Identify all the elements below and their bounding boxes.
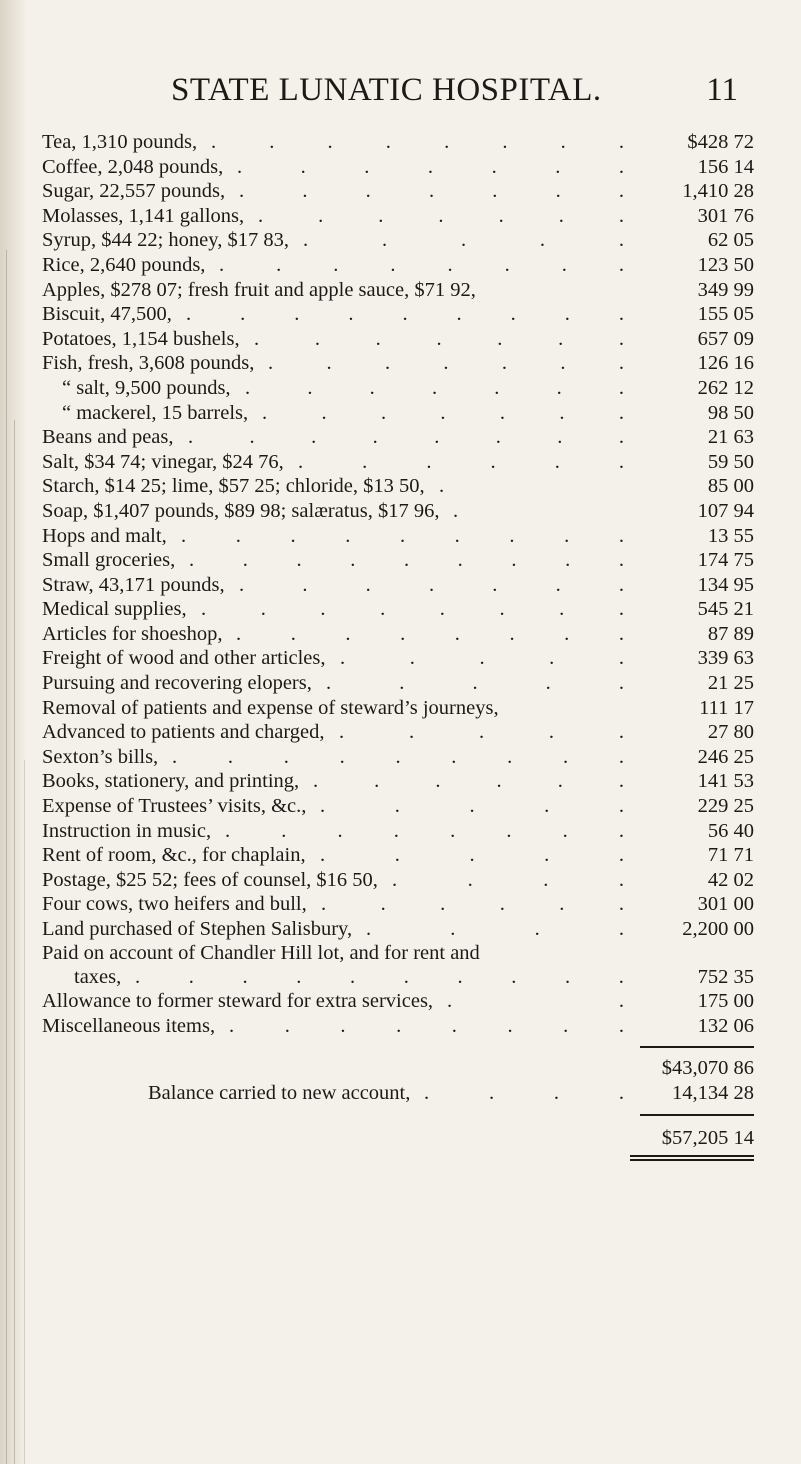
dot-leader: . . . . . . <box>321 893 624 916</box>
ledger-item-label: Expense of Trustees’ visits, &c., <box>42 795 307 818</box>
ledger-item-label: Advanced to patients and charged, <box>42 721 325 744</box>
ledger-item-label: Syrup, $44 22; honey, $17 83, <box>42 229 289 252</box>
dot-leader: . . . . . . . . <box>211 131 624 153</box>
ledger-amount: 246 25 <box>697 745 754 768</box>
ledger-item-label: Sexton’s bills, <box>42 745 159 768</box>
dot-leader: . . . . <box>366 918 624 940</box>
dot-leader: . . . . . . . . . <box>189 549 624 572</box>
ledger-amount: $428 72 <box>687 131 754 153</box>
ledger-row <box>42 204 754 229</box>
ledger-row <box>42 646 754 671</box>
ledger-amount: 301 00 <box>697 893 754 916</box>
ledger-row <box>42 622 754 647</box>
subtotal-amount: $43,070 86 <box>661 1057 754 1080</box>
ledger-item-label: Straw, 43,171 pounds, <box>42 573 225 596</box>
ledger-row <box>42 965 754 990</box>
ledger-row <box>42 671 754 696</box>
ledger-item-label: Postage, $25 52; fees of counsel, $16 50, <box>42 868 378 891</box>
ledger-item-label: Salt, $34 74; vinegar, $24 76, <box>42 450 284 473</box>
ledger-amount: 13 55 <box>707 524 754 547</box>
ledger-row <box>42 228 754 253</box>
page-title: STATE LUNATIC HOSPITAL. <box>171 72 602 108</box>
ledger-amount: 62 05 <box>707 229 754 252</box>
ledger-row <box>42 130 754 155</box>
ledger-item-label: Hops and malt, <box>42 524 167 547</box>
rule-spacer <box>42 1038 754 1056</box>
page-header <box>0 72 801 112</box>
ledger-item-label: Molasses, 1,141 gallons, <box>42 204 245 227</box>
ledger-amount: 229 25 <box>697 795 754 818</box>
ledger-row <box>42 548 754 573</box>
ledger-item-label: Removal of patients and expense of steward’s journeys, <box>42 696 499 719</box>
ledger-row <box>42 989 754 1014</box>
dot-leader: . . <box>447 990 624 1013</box>
ledger-amount: 111 17 <box>699 696 754 719</box>
dot-leader: . <box>439 475 445 498</box>
ledger-amount: 301 76 <box>697 204 754 227</box>
ledger-row <box>42 278 754 303</box>
ledger-amount: 262 12 <box>697 376 754 399</box>
ledger-amount: 752 35 <box>697 965 754 988</box>
dot-leader: . . . . . . . . . <box>186 303 624 326</box>
dot-leader: . <box>453 499 459 522</box>
ledger-item-label: Four cows, two heifers and bull, <box>42 893 307 916</box>
ledger-item-label: Allowance to former steward for extra services, <box>42 990 434 1013</box>
sum-rule <box>640 1114 754 1116</box>
ledger-amount: 155 05 <box>697 303 754 326</box>
dot-leader: . . . . . <box>340 647 624 670</box>
ledger-amount: 545 21 <box>697 598 754 621</box>
ledger-row <box>42 917 754 942</box>
ledger-row <box>42 769 754 794</box>
ledger-row <box>42 1014 754 1039</box>
ledger-item-label: Paid on account of Chandler Hill lot, and for rent and <box>42 941 480 964</box>
ledger-item-label: Small groceries, <box>42 549 176 572</box>
ledger-amount: 56 40 <box>707 819 754 842</box>
dot-leader: . . . . . <box>320 844 624 867</box>
ledger-item-label: Miscellaneous items, <box>42 1014 216 1037</box>
ledger-amount: 42 02 <box>707 868 754 891</box>
ledger-row <box>42 179 754 204</box>
ledger-row <box>42 425 754 450</box>
ledger-item-label: Beans and peas, <box>42 426 174 449</box>
rule-spacer <box>42 1150 754 1164</box>
binding-edge-line <box>14 420 15 1464</box>
dot-leader: . . . . . <box>326 672 624 695</box>
ledger-row <box>42 745 754 770</box>
dot-leader: . . . . . <box>339 721 624 744</box>
ledger-amount: 85 00 <box>707 475 754 498</box>
ledger-amount: 349 99 <box>697 278 754 301</box>
ledger-item-label: Soap, $1,407 pounds, $89 98; salæratus, $17 96, <box>42 499 440 522</box>
binding-edge-line <box>24 760 25 1464</box>
ledger-amount: 657 09 <box>697 327 754 350</box>
dot-leader: . . . . . . . <box>258 204 624 227</box>
dot-leader: . . . . . . . <box>239 180 624 203</box>
ledger-amount: 21 25 <box>707 672 754 695</box>
ledger-amount: 141 53 <box>697 770 754 793</box>
dot-leader: . . . . . <box>303 229 624 252</box>
dot-leader: . . . . . . <box>298 450 624 473</box>
dot-leader: . . . . . . . . . <box>172 745 624 768</box>
balance-amount: 14,134 28 <box>672 1081 754 1104</box>
dot-leader: . . . . . . . . <box>236 622 624 645</box>
dot-leader: . . . . . . . . <box>219 253 624 276</box>
ledger-amount: 123 50 <box>697 253 754 276</box>
ledger-item-label: “ salt, 9,500 pounds, <box>62 376 231 399</box>
ledger-item-label: Articles for shoeshop, <box>42 622 223 645</box>
dot-leader: . . . . . . . . <box>225 819 624 842</box>
ledger-amount: 1,410 28 <box>682 180 754 203</box>
dot-leader: . . . . . . . <box>237 155 624 178</box>
ledger-item-label: Freight of wood and other articles, <box>42 647 326 670</box>
sum-rule <box>640 1046 754 1048</box>
dot-leader: . . . . . . . . . <box>181 524 624 547</box>
ledger-row <box>42 524 754 549</box>
ledger-item-label: Pursuing and recovering elopers, <box>42 672 312 695</box>
ledger-row <box>42 696 754 721</box>
ledger-amount: 107 94 <box>697 499 754 522</box>
ledger-amount: 132 06 <box>697 1014 754 1037</box>
ledger-row <box>42 327 754 352</box>
ledger-item-label: Tea, 1,310 pounds, <box>42 131 198 153</box>
dot-leader: . . . . . . . <box>239 573 624 596</box>
ledger-item-label: Biscuit, 47,500, <box>42 303 172 326</box>
subtotal-row <box>42 1056 754 1081</box>
ledger-item-label: Rice, 2,640 pounds, <box>42 253 206 276</box>
ledger-amount: 87 89 <box>707 622 754 645</box>
dot-leader: . . . . . <box>320 795 624 818</box>
binding-shadow <box>0 0 26 1464</box>
ledger-item-label: taxes, <box>74 965 122 988</box>
ledger-amount: 21 63 <box>707 426 754 449</box>
expense-ledger <box>42 130 754 1164</box>
binding-edge-line <box>6 250 7 1464</box>
ledger-row <box>42 499 754 524</box>
dot-leader: . . . . . . . . <box>201 598 624 621</box>
ledger-item-label: Starch, $14 25; lime, $57 25; chloride, $13 50, <box>42 475 425 498</box>
ledger-item-label: Rent of room, &c., for chaplain, <box>42 844 306 867</box>
grand-total-amount: $57,205 14 <box>661 1126 754 1149</box>
dot-leader: . . . . . . . <box>254 327 624 350</box>
double-rule <box>630 1155 754 1157</box>
ledger-row <box>42 892 754 917</box>
ledger-row <box>42 376 754 401</box>
ledger-item-label: Apples, $278 07; fresh fruit and apple sauce, $71 92, <box>42 278 476 301</box>
ledger-row <box>42 302 754 327</box>
ledger-item-label: Potatoes, 1,154 bushels, <box>42 327 240 350</box>
ledger-row <box>42 573 754 598</box>
dot-leader: . . . . . . . <box>262 401 624 424</box>
ledger-amount: 98 50 <box>707 401 754 424</box>
dot-leader: . . . . . . . . <box>229 1014 624 1037</box>
ledger-item-label: Fish, fresh, 3,608 pounds, <box>42 352 255 375</box>
dot-leader: . . . . <box>424 1081 624 1104</box>
dot-leader: . . . . . . . <box>245 376 624 399</box>
balance-row <box>42 1081 754 1106</box>
dot-leader: . . . . . . . . <box>188 426 624 449</box>
ledger-amount: 175 00 <box>697 990 754 1013</box>
dot-leader: . . . . <box>392 868 624 891</box>
ledger-row <box>42 819 754 844</box>
ledger-amount: 174 75 <box>697 549 754 572</box>
ledger-row <box>42 843 754 868</box>
page-number: 11 <box>706 72 738 108</box>
ledger-row <box>42 401 754 426</box>
ledger-row <box>42 450 754 475</box>
ledger-amount: 339 63 <box>697 647 754 670</box>
ledger-row <box>42 868 754 893</box>
ledger-amount: 59 50 <box>707 450 754 473</box>
ledger-row <box>42 155 754 180</box>
ledger-amount: 71 71 <box>707 844 754 867</box>
balance-label: Balance carried to new account, <box>148 1081 411 1104</box>
ledger-item-label: Books, stationery, and printing, <box>42 770 300 793</box>
ledger-item-label: Sugar, 22,557 pounds, <box>42 180 226 203</box>
ledger-amount: 2,200 00 <box>682 918 754 940</box>
ledger-amount: 134 95 <box>697 573 754 596</box>
ledger-item-label: “ mackerel, 15 barrels, <box>62 401 249 424</box>
ledger-row <box>42 597 754 622</box>
ledger-amount: 27 80 <box>707 721 754 744</box>
grand-total-row <box>42 1126 754 1151</box>
ledger-row <box>42 351 754 376</box>
ledger-row <box>42 794 754 819</box>
ledger-item-label: Instruction in music, <box>42 819 212 842</box>
rule-spacer <box>42 1106 754 1126</box>
ledger-row <box>42 253 754 278</box>
ledger-row <box>42 942 754 965</box>
ledger-amount: 126 16 <box>697 352 754 375</box>
dot-leader: . . . . . . . . . . <box>135 965 624 988</box>
ledger-item-label: Land purchased of Stephen Salisbury, <box>42 918 353 940</box>
ledger-amount: 156 14 <box>697 155 754 178</box>
ledger-item-label: Coffee, 2,048 pounds, <box>42 155 224 178</box>
ledger-row <box>42 720 754 745</box>
ledger-row <box>42 474 754 499</box>
dot-leader: . . . . . . . <box>268 352 624 375</box>
ledger-item-label: Medical supplies, <box>42 598 187 621</box>
dot-leader: . . . . . . <box>313 770 624 793</box>
